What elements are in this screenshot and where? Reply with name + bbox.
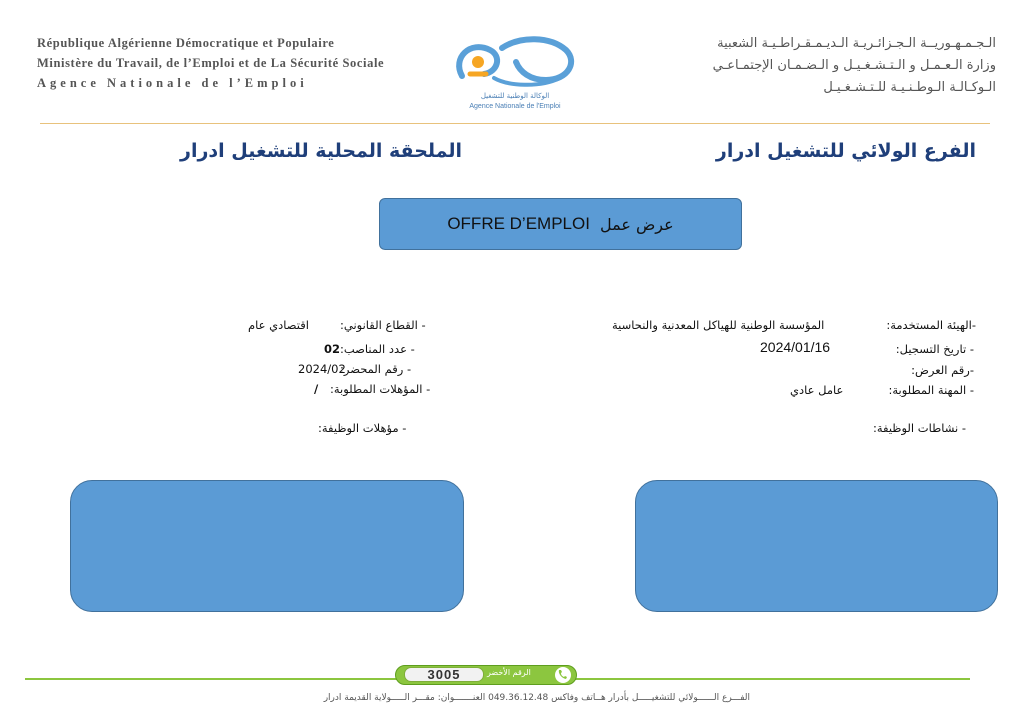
green-number-label: الرقم الأخضر — [487, 668, 531, 677]
header-ar-line-1: الـجـمـهـوريــة الـجـزائـريـة الـديـمـقـراطـيـة الشعبية — [717, 36, 996, 51]
logo-caption-ar: الوكالة الوطنية للتشغيل — [480, 92, 550, 100]
reg-date-value: 2024/01/16 — [760, 339, 831, 355]
legal-sector-value: اقتصادي عام — [248, 318, 309, 332]
branch-title-right: الفرع الولائي للتشغيل ادرار — [715, 140, 976, 162]
header-divider — [40, 123, 990, 124]
offer-number-label: -رقم العرض: — [911, 363, 974, 377]
minutes-label: - رقم المحضر: — [340, 362, 412, 376]
positions-label: - عدد المناصب: — [340, 342, 415, 356]
header-fr-line-3: Agence Nationale de l’Emploi — [37, 76, 308, 90]
offer-title-box — [379, 198, 742, 250]
employer-value: المؤسسة الوطنية للهياكل المعدنية والنحاسية — [612, 318, 825, 332]
activities-label: - نشاطات الوظيفة: — [872, 421, 966, 435]
positions-value: 02 — [324, 342, 341, 356]
profession-value: عامل عادي — [790, 383, 844, 397]
header-ar-line-3: الـوكـالـة الـوطـنـيـة للـتـشـغـيـل — [823, 80, 996, 95]
legal-sector-label: - القطاع القانوني: — [340, 318, 426, 332]
reg-date-label: - تاريخ التسجيل: — [895, 342, 974, 356]
profession-label: - المهنة المطلوبة: — [888, 383, 974, 397]
logo-caption-fr: Agence Nationale de l'Emploi — [469, 103, 561, 110]
header-ar-line-2: وزارة الـعـمـل و الـتـشـغـيـل و الـضـمـان الإجتمـاعـي — [712, 58, 996, 73]
branch-title-left: الملحقة المحلية للتشغيل ادرار — [180, 140, 463, 162]
header-fr-line-1: République Algérienne Démocratique et Populaire — [37, 36, 335, 50]
header-fr-line-2: Ministère du Travail, de l’Emploi et de La Sécurité Sociale — [37, 56, 385, 70]
employer-label: -الهيئة المستخدمة: — [886, 318, 976, 332]
qualifications-label: - المؤهلات المطلوبة: — [330, 382, 431, 396]
offer-title-fr: OFFRE D’EMPLOI — [447, 214, 590, 233]
job-activities-box — [635, 480, 998, 612]
job-qualifications-box — [70, 480, 464, 612]
footer-address: الفـــرع الــــــولائي للتشغيـــــل بأدرار هــاتف وفاكس 049.36.12.48 العنـــــــوان: مقـــر الـــــولاية القديمة ادرار — [323, 693, 750, 703]
job-qualifications-label: - مؤهلات الوظيفة: — [318, 421, 407, 435]
qualifications-value: / — [314, 382, 319, 396]
green-number: 3005 — [404, 667, 484, 682]
anem-logo-mark — [450, 28, 580, 98]
minutes-value: 2024/02 — [298, 362, 346, 376]
phone-icon — [555, 667, 571, 683]
anem-logo — [450, 28, 580, 118]
offer-title-ar: عرض عمل — [599, 214, 674, 234]
